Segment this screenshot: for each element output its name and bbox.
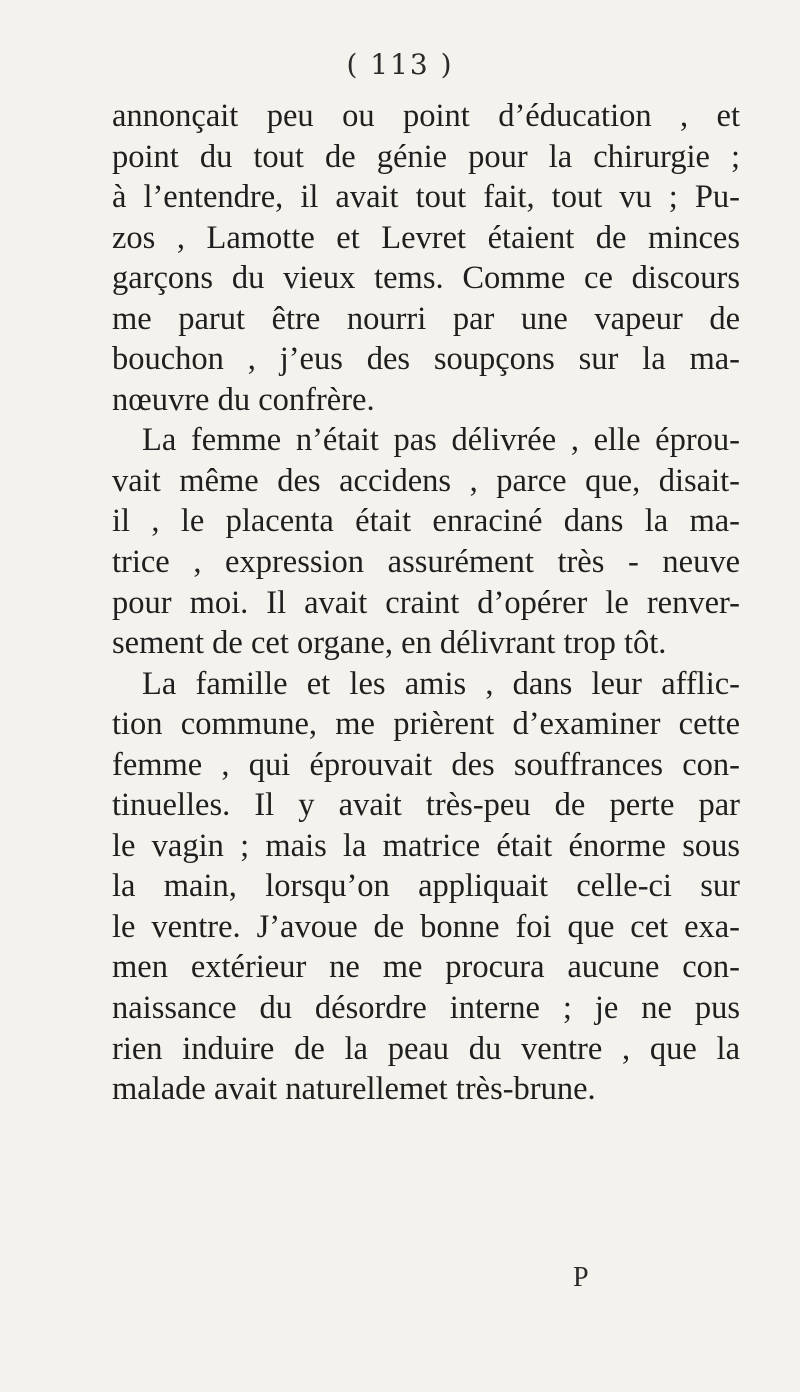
text-line: men extérieur ne me procura aucune con-	[112, 949, 740, 986]
text-line: me parut être nourri par une vapeur de	[112, 300, 740, 337]
text-line: malade avait naturellemet très-brune.	[112, 1071, 596, 1108]
text-line: nœuvre du confrère.	[112, 381, 375, 418]
text-line: le vagin ; mais la matrice était énorme sous	[112, 827, 740, 864]
text-line: la main, lorsqu’on appliquait celle-ci sur	[112, 868, 740, 905]
text-line: à l’entendre, il avait tout fait, tout vu ; Pu-	[112, 179, 740, 216]
text-line: naissance du désordre interne ; je ne pus	[112, 990, 740, 1027]
text-line: sement de cet organe, en délivrant trop tôt.	[112, 625, 667, 662]
text-line: point du tout de génie pour la chirurgie ;	[112, 138, 740, 175]
text-line: bouchon , j’eus des soupçons sur la ma-	[112, 341, 740, 378]
text-line: La femme n’était pas délivrée , elle éprou-	[142, 422, 740, 459]
body-text	[112, 96, 740, 1110]
text-line: La famille et les amis , dans leur afflic-	[142, 665, 740, 702]
text-line: annonçait peu ou point d’éducation , et	[112, 98, 740, 134]
text-line: le ventre. J’avoue de bonne foi que cet exa-	[112, 908, 740, 945]
text-line: femme , qui éprouvait des souffrances con-	[112, 746, 740, 783]
text-line: tinuelles. Il y avait très-peu de perte par	[112, 787, 740, 824]
text-line: vait même des accidens , parce que, disait-	[112, 462, 740, 499]
page-number-header: ( 113 )	[346, 48, 454, 81]
text-line: trice , expression assurément très - neuve	[112, 544, 740, 581]
signature-mark: P	[573, 1262, 589, 1293]
text-line: garçons du vieux tems. Comme ce discours	[112, 260, 740, 297]
text-line: tion commune, me prièrent d’examiner cette	[112, 706, 740, 743]
text-line: rien induire de la peau du ventre , que la	[112, 1030, 740, 1067]
text-line: il , le placenta était enraciné dans la ma-	[112, 503, 740, 540]
text-line: zos , Lamotte et Levret étaient de minces	[112, 219, 740, 256]
text-line: pour moi. Il avait craint d’opérer le renver-	[112, 584, 740, 621]
